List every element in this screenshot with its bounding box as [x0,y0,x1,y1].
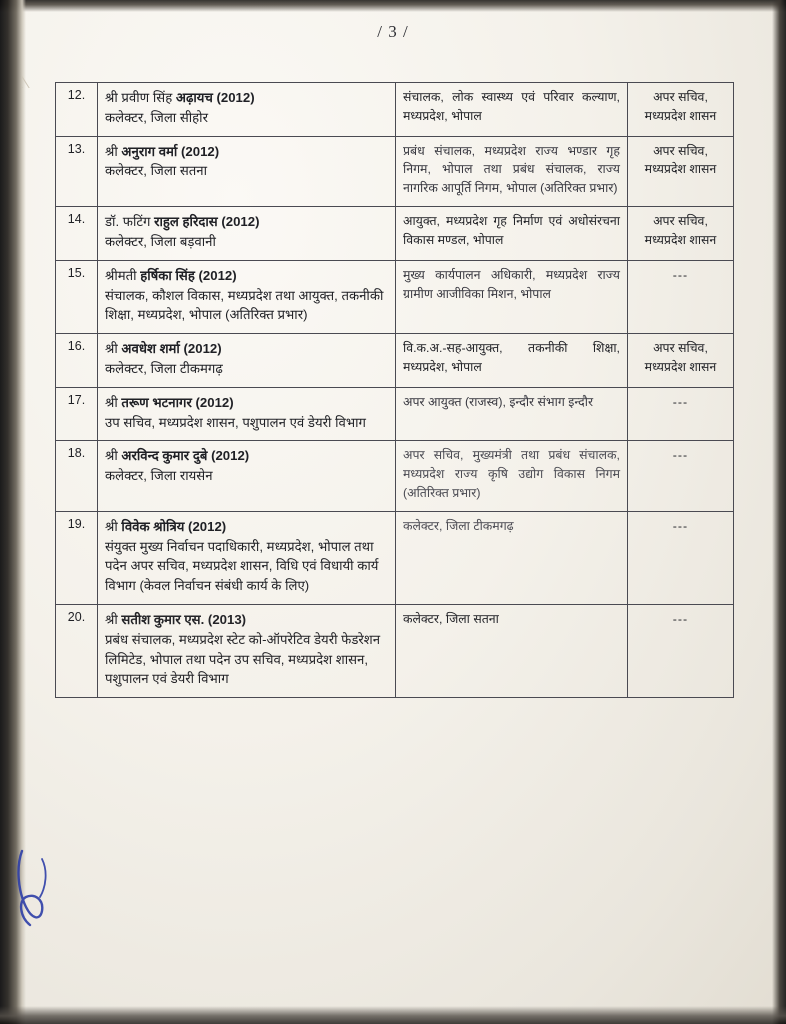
scan-edge-top [0,0,786,12]
row-officer-name [98,334,396,388]
name-batch-year: (2012) [191,394,234,410]
table-row [56,511,734,604]
scan-edge-bottom [0,1006,786,1024]
name-prefix: श्री [105,612,122,628]
row-officer-name [98,441,396,512]
row-new-posting: संचालक, लोक स्वास्थ्य एवं परिवार कल्याण, मध्यप्रदेश, भोपाल [396,83,628,137]
table-row [56,207,734,261]
row-new-posting: कलेक्टर, जिला सतना [396,605,628,698]
name-surname: विवेक श्रोत्रिय [121,518,185,534]
name-prefix: डॉ. फटिंग [105,214,155,230]
row-current-posting: संचालक, कौशल विकास, मध्यप्रदेश तथा आयुक्त, तकनीकी शिक्षा, मध्यप्रदेश, भोपाल (अतिरिक्त प्रभार) [105,287,384,323]
row-designation: अपर सचिव, मध्यप्रदेश शासन [628,83,734,137]
row-designation: --- [628,511,734,604]
name-surname: अनुराग वर्मा [121,143,178,159]
name-surname: तरूण भटनागर [121,394,192,410]
row-officer-name [98,83,396,137]
handwritten-initial-mark [12,845,56,935]
row-new-posting: कलेक्टर, जिला टीकमगढ़ [396,511,628,604]
name-prefix: श्री [105,341,122,357]
name-batch-year: (2012) [177,143,220,159]
row-new-posting: अपर सचिव, मुख्यमंत्री तथा प्रबंध संचालक, मध्यप्रदेश राज्य कृषि उद्योग विकास निगम (अतिरिक्त प्रभार) [396,441,628,512]
row-officer-name [98,207,396,261]
row-officer-name [98,260,396,333]
name-batch-year: (2012) [207,448,250,464]
row-current-posting: उप सचिव, मध्यप्रदेश शासन, पशुपालन एवं डेयरी विभाग [105,414,366,430]
row-designation: अपर सचिव, मध्यप्रदेश शासन [628,334,734,388]
row-current-posting: संयुक्त मुख्य निर्वाचन पदाधिकारी, मध्यप्रदेश, भोपाल तथा पदेन अपर सचिव, मध्यप्रदेश शासन, विधि एवं विधायी कार्य विभाग (केवल निर्वाचन संबंधी कार्य के लिए) [105,538,379,594]
posting-order-table [55,82,734,698]
table-row [56,260,734,333]
row-officer-name [98,387,396,441]
row-serial-number: 13. [56,136,98,207]
name-prefix: श्री [105,143,122,159]
name-surname: अवधेश शर्मा [121,341,180,357]
row-designation: --- [628,260,734,333]
row-serial-number: 19. [56,511,98,604]
name-surname: अरविन्द कुमार दुबे [121,448,208,464]
row-new-posting: आयुक्त, मध्यप्रदेश गृह निर्माण एवं अधोसंरचना विकास मण्डल, भोपाल [396,207,628,261]
row-serial-number: 14. [56,207,98,261]
table-row [56,136,734,207]
row-new-posting: प्रबंध संचालक, मध्यप्रदेश राज्य भण्डार गृह निगम, भोपाल तथा प्रबंध संचालक, राज्य नागरिक आपूर्ति निगम, भोपाल (अतिरिक्त प्रभार) [396,136,628,207]
row-designation: --- [628,441,734,512]
row-serial-number: 18. [56,441,98,512]
name-batch-year: (2012) [212,90,255,105]
name-batch-year: (2012) [179,341,222,357]
name-prefix: श्री [105,448,122,464]
row-designation: अपर सचिव, मध्यप्रदेश शासन [628,136,734,207]
row-designation: --- [628,605,734,698]
row-designation: अपर सचिव, मध्यप्रदेश शासन [628,207,734,261]
table-row [56,441,734,512]
row-officer-name [98,511,396,604]
row-current-posting: कलेक्टर, जिला टीकमगढ़ [105,360,223,376]
row-current-posting: कलेक्टर, जिला बड़वानी [105,233,216,249]
name-surname: सतीश कुमार एस. [121,612,205,628]
name-batch-year: (2013) [204,612,247,628]
table-row [56,605,734,698]
table-row [56,83,734,137]
row-serial-number: 16. [56,334,98,388]
name-prefix: श्री [105,518,122,534]
row-current-posting: कलेक्टर, जिला सीहोर [105,109,208,125]
page-number: / 3 / [377,22,409,41]
name-surname: राहुल हरिदास [154,214,218,230]
name-surname: हर्षिका सिंह [140,267,195,283]
name-prefix: श्रीमती [105,267,141,283]
table-row [56,334,734,388]
row-current-posting: कलेक्टर, जिला रायसेन [105,468,213,484]
name-batch-year: (2012) [217,214,260,230]
row-designation: --- [628,387,734,441]
row-current-posting: प्रबंध संचालक, मध्यप्रदेश स्टेट को-ऑपरेटिव डेयरी फेडरेशन लिमिटेड, भोपाल तथा पदेन उप सचिव, मध्यप्रदेश शासन, पशुपालन एवं डेयरी विभाग [105,631,381,687]
name-prefix: श्री [105,394,122,410]
row-current-posting: कलेक्टर, जिला सतना [105,163,208,179]
scan-edge-right [772,0,786,1024]
row-serial-number: 12. [56,83,98,137]
name-surname: अढ़ायच [175,90,213,105]
row-officer-name [98,136,396,207]
row-new-posting: वि.क.अ.-सह-आयुक्त, तकनीकी शिक्षा, मध्यप्रदेश, भोपाल [396,334,628,388]
name-batch-year: (2012) [194,267,237,283]
table-row [56,387,734,441]
row-new-posting: मुख्य कार्यपालन अधिकारी, मध्यप्रदेश राज्य ग्रामीण आजीविका मिशन, भोपाल [396,260,628,333]
row-officer-name [98,605,396,698]
name-batch-year: (2012) [184,518,227,534]
name-prefix: श्री प्रवीण सिंह [105,90,176,105]
row-new-posting: अपर आयुक्त (राजस्व), इन्दौर संभाग इन्दौर [396,387,628,441]
row-serial-number: 20. [56,605,98,698]
row-serial-number: 15. [56,260,98,333]
row-serial-number: 17. [56,387,98,441]
